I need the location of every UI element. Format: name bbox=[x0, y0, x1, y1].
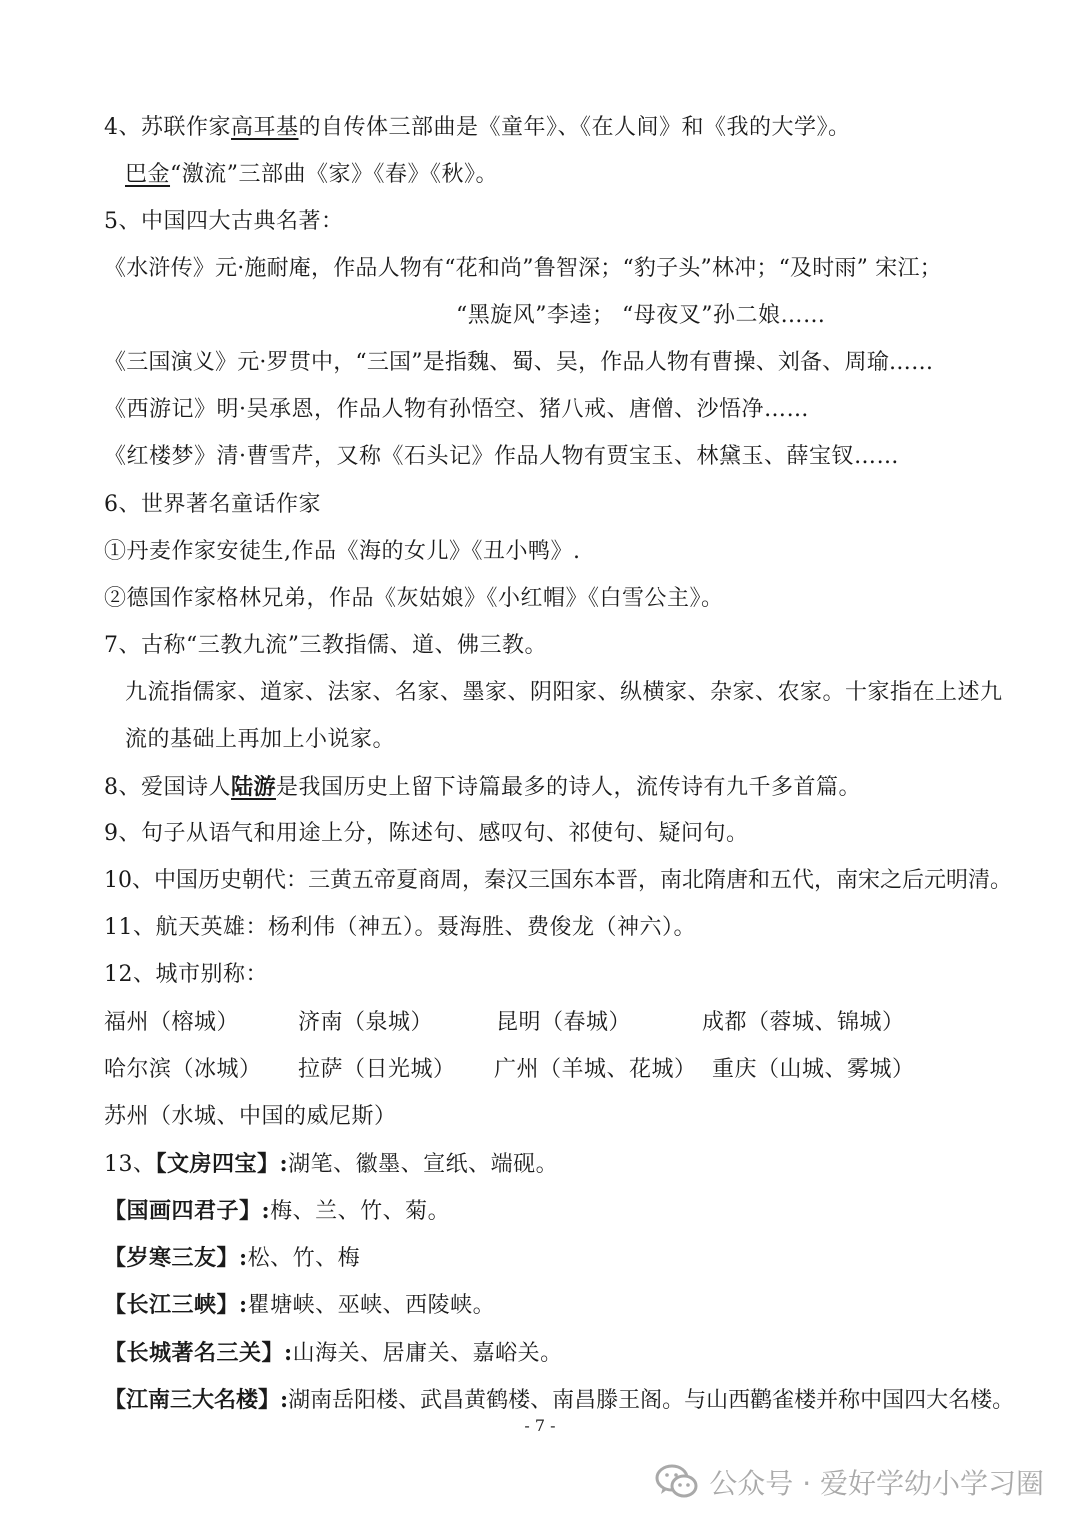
city-lhasa: 拉萨（日光城） bbox=[298, 1057, 456, 1082]
shuihu-line-2: “黑旋风”李逵； “母夜叉”孙二娘…… bbox=[456, 303, 826, 328]
sanxia-label: 【长江三峡】: bbox=[104, 1292, 248, 1318]
changcheng-value: 山海关、居庸关、嘉峪关。 bbox=[292, 1341, 563, 1366]
item-7-line-3: 流的基础上再加上小说家。 bbox=[125, 727, 396, 752]
item-13-prefix: 13、 bbox=[104, 1152, 156, 1177]
item-12-heading: 12、城市别称： bbox=[104, 962, 268, 987]
city-jinan: 济南（泉城） bbox=[298, 1010, 434, 1035]
city-suzhou: 苏州（水城、中国的威尼斯） bbox=[104, 1104, 397, 1129]
poet-luyou: 陆游 bbox=[231, 774, 277, 800]
sanguo-line: 《三国演义》元·罗贯中，“三国”是指魏、蜀、吴，作品人物有曹操、刘备、周瑜…… bbox=[104, 350, 934, 375]
item-5-heading: 5、中国四大古典名著： bbox=[104, 209, 344, 234]
bajin-works: “激流”三部曲《家》《春》《秋》。 bbox=[170, 162, 499, 187]
suihan-label: 【岁寒三友】: bbox=[104, 1245, 248, 1271]
xiyou-line: 《西游记》明·吴承恩，作品人物有孙悟空、猪八戒、唐僧、沙悟净…… bbox=[104, 397, 809, 422]
guohua-value: 梅、兰、竹、菊。 bbox=[270, 1199, 451, 1224]
suihan-value: 松、竹、梅 bbox=[247, 1246, 361, 1271]
guohua-label: 【国画四君子】: bbox=[104, 1198, 271, 1224]
watermark-text: 公众号 · 爱好学幼小学习圈 bbox=[709, 1467, 1044, 1500]
wechat-icon bbox=[655, 1463, 699, 1501]
item-7-line-2: 九流指儒家、道家、法家、名家、墨家、阴阳家、纵横家、杂家、农家。十家指在上述九 bbox=[125, 680, 1003, 705]
author-bajin: 巴金 bbox=[125, 162, 171, 187]
page-number: - 7 - bbox=[524, 1416, 556, 1435]
city-guangzhou: 广州（羊城、花城） bbox=[494, 1057, 697, 1082]
item-8-line bbox=[104, 772, 861, 803]
city-chongqing: 重庆（山城、雾城） bbox=[712, 1057, 915, 1082]
changcheng-line bbox=[104, 1338, 563, 1369]
author-gorky: 高耳基 bbox=[231, 115, 299, 140]
item-4-rest: 的自传体三部曲是《童年》、《在人间》和《我的大学》。 bbox=[298, 115, 851, 140]
city-chengdu: 成都（蓉城、锦城） bbox=[702, 1010, 905, 1035]
item-4-line bbox=[104, 113, 851, 143]
city-kunming: 昆明（春城） bbox=[496, 1010, 632, 1035]
sanxia-line bbox=[104, 1290, 495, 1321]
item-6-heading: 6、世界著名童话作家 bbox=[104, 492, 321, 517]
minglou-value: 湖南岳阳楼、武昌黄鹤楼、南昌滕王阁。与山西鹳雀楼并称中国四大名楼。 bbox=[288, 1388, 1015, 1413]
suihan-line bbox=[104, 1243, 360, 1274]
item-8-text: 8、爱国诗人 bbox=[104, 775, 231, 800]
watermark bbox=[655, 1460, 1044, 1504]
item-7-line: 7、古称“三教九流”三教指儒、道、佛三教。 bbox=[104, 633, 547, 658]
minglou-line bbox=[104, 1385, 1014, 1416]
guohua-line bbox=[104, 1196, 450, 1227]
item-9-line: 9、句子从语气和用途上分，陈述句、感叹句、祁使句、疑问句。 bbox=[104, 821, 749, 846]
item-4-text: 4、苏联作家 bbox=[104, 115, 231, 140]
honglou-line: 《红楼梦》清·曹雪芹，又称《石头记》作品人物有贾宝玉、林黛玉、薛宝钗…… bbox=[104, 444, 899, 469]
item-10-line: 10、中国历史朝代：三黄五帝夏商周，秦汉三国东本晋，南北隋唐和五代，南宋之后元明清。 bbox=[104, 868, 1012, 893]
city-harbin: 哈尔滨（冰城） bbox=[104, 1057, 262, 1082]
wenfang-value: 湖笔、徽墨、宣纸、端砚。 bbox=[288, 1152, 559, 1177]
changcheng-label: 【长城著名三关】: bbox=[104, 1340, 293, 1366]
grimm-line: ②德国作家格林兄弟，作品《灰姑娘》《小红帽》《白雪公主》。 bbox=[104, 586, 724, 611]
item-8-rest: 是我国历史上留下诗篇最多的诗人，流传诗有九千多首篇。 bbox=[276, 775, 862, 800]
wenfang-label: 【文房四宝】: bbox=[155, 1151, 289, 1177]
andersen-line: ①丹麦作家安徒生,作品《海的女儿》《丑小鸭》. bbox=[104, 539, 581, 564]
city-fuzhou: 福州（榕城） bbox=[104, 1010, 240, 1035]
shuihu-line: 《水浒传》元·施耐庵，作品人物有“花和尚”鲁智深；“豹子头”林冲；“及时雨” 宋江； bbox=[104, 256, 942, 281]
item-4-bajin-line bbox=[125, 160, 498, 190]
item-13-line bbox=[104, 1149, 558, 1180]
sanxia-value: 瞿塘峡、巫峡、西陵峡。 bbox=[247, 1293, 496, 1318]
minglou-label: 【江南三大名楼】: bbox=[104, 1387, 289, 1413]
item-11-line: 11、航天英雄：杨利伟（神五）。聂海胜、费俊龙（神六）。 bbox=[104, 915, 696, 940]
